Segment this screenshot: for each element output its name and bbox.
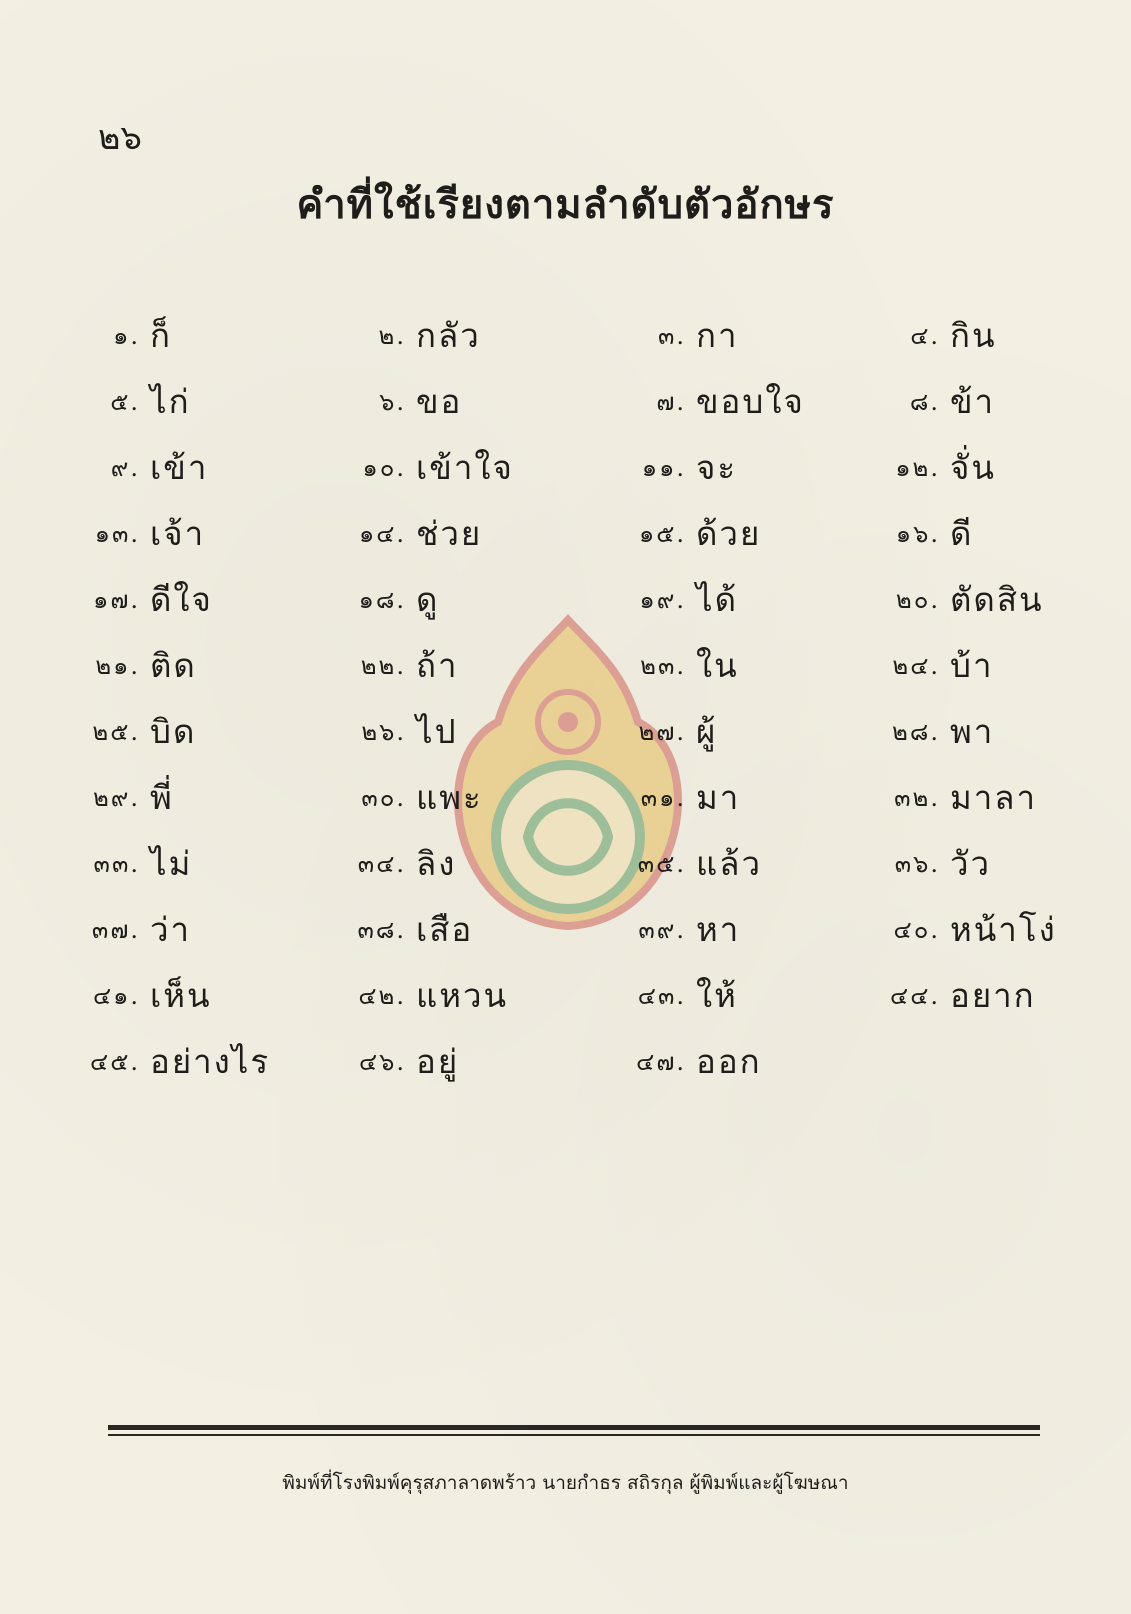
word-text: ขอบใจ [696, 381, 805, 421]
word-text: ดี [950, 513, 974, 553]
word-text: แหวน [416, 975, 509, 1015]
word-number: ๑๕. [638, 519, 686, 548]
word-number: ๒๕. [92, 717, 140, 746]
word-number: ๔. [910, 321, 940, 350]
word-entry [598, 830, 762, 896]
word-entry [852, 566, 1044, 632]
word-entry [852, 500, 973, 566]
word-text: ดีใจ [150, 579, 213, 619]
word-text: อยู่ [416, 1041, 460, 1081]
word-entry [52, 434, 208, 500]
word-entry [52, 302, 172, 368]
word-text: เข้า [150, 447, 209, 487]
word-text: แล้ว [696, 843, 763, 883]
word-text: กลัว [416, 315, 481, 355]
word-entry [598, 500, 761, 566]
word-row [0, 500, 1131, 566]
word-number: ๗. [656, 387, 686, 416]
word-entry [318, 830, 456, 896]
word-number: ๔๒. [358, 981, 406, 1010]
word-text: มาลา [950, 777, 1038, 817]
word-text: จะ [696, 447, 738, 487]
word-list [0, 302, 1131, 1094]
word-entry [52, 500, 205, 566]
word-text: พี่ [150, 777, 174, 817]
word-number: ๑๔. [358, 519, 406, 548]
word-number: ๒๑. [95, 651, 140, 680]
word-number: ๒๓. [640, 651, 686, 680]
word-text: ให้ [696, 975, 738, 1015]
word-number: ๔๐. [893, 915, 940, 944]
word-text: บ้า [950, 645, 994, 685]
word-number: ๖. [379, 387, 406, 416]
word-entry [52, 698, 196, 764]
word-text: จั่น [950, 447, 996, 487]
word-text: ออก [696, 1041, 762, 1081]
word-text: ไก่ [150, 381, 191, 421]
word-text: หน้าโง่ [950, 909, 1057, 949]
word-number: ๘. [909, 387, 940, 416]
word-entry [598, 302, 739, 368]
word-text: พา [950, 711, 995, 751]
word-number: ๑๒. [895, 453, 940, 482]
word-entry [598, 1028, 762, 1094]
word-entry [52, 632, 197, 698]
word-text: ตัดสิน [950, 579, 1044, 619]
word-entry [598, 566, 738, 632]
word-entry [598, 632, 739, 698]
word-number: ๔๔. [890, 981, 940, 1010]
word-row [0, 302, 1131, 368]
word-number: ๑๗. [93, 585, 140, 614]
word-text: ใน [696, 645, 739, 685]
word-text: เจ้า [150, 513, 206, 553]
word-entry [52, 896, 191, 962]
word-entry [852, 434, 996, 500]
word-text: เห็น [150, 975, 212, 1015]
footer-rule [108, 1425, 1040, 1430]
word-entry [52, 764, 174, 830]
word-entry [852, 632, 993, 698]
word-text: เสือ [416, 909, 474, 949]
word-text: แพะ [416, 777, 483, 817]
word-number: ๒๙. [92, 783, 140, 812]
word-text: ถ้า [416, 645, 459, 685]
word-row [0, 896, 1131, 962]
word-number: ๔๓. [637, 981, 686, 1010]
word-number: ๕. [110, 387, 140, 416]
word-text: บิด [150, 711, 197, 751]
word-entry [598, 896, 740, 962]
printer-footer: พิมพ์ที่โรงพิมพ์คุรุสภาลาดพร้าว นายกำธร สถิรกุล ผู้พิมพ์และผู้โฆษณา [282, 1472, 849, 1494]
word-number: ๓๘. [357, 915, 406, 944]
word-number: ๑๐. [362, 453, 406, 482]
word-entry [52, 368, 191, 434]
word-number: ๑๓. [94, 519, 140, 548]
word-number: ๒๔. [892, 651, 940, 680]
word-text: กา [696, 315, 739, 355]
word-text: ด้วย [696, 513, 762, 553]
word-number: ๔๑. [92, 981, 140, 1010]
word-entry [318, 698, 458, 764]
page-number: ๒๖ [98, 118, 142, 158]
word-number: ๓๑. [640, 783, 686, 812]
word-text: ไป [416, 711, 458, 751]
word-number: ๓๕. [637, 849, 686, 878]
word-text: อย่างไร [150, 1041, 271, 1081]
word-entry [318, 434, 514, 500]
word-number: ๔๖. [358, 1047, 406, 1076]
word-text: ดู [416, 579, 440, 619]
word-text: อยาก [950, 975, 1036, 1015]
word-number: ๓๙. [638, 915, 686, 944]
word-number: ๑๙. [639, 585, 686, 614]
word-row [0, 566, 1131, 632]
word-entry [52, 1028, 270, 1094]
footer-rule-thin [108, 1434, 1040, 1436]
word-entry [852, 698, 994, 764]
word-entry [318, 764, 483, 830]
word-text: ผู้ [696, 711, 718, 751]
word-number: ๙. [110, 453, 140, 482]
word-entry [852, 830, 991, 896]
word-entry [598, 368, 805, 434]
word-entry [318, 566, 439, 632]
word-entry [598, 698, 717, 764]
word-entry [318, 302, 481, 368]
word-entry [852, 764, 1037, 830]
word-text: ได้ [696, 579, 739, 619]
word-number: ๓๓. [93, 849, 140, 878]
word-text: วัว [950, 843, 992, 883]
word-row [0, 434, 1131, 500]
word-text: ข้า [950, 381, 996, 421]
word-number: ๒๖. [361, 717, 406, 746]
word-number: ๓๐. [361, 783, 406, 812]
word-number: ๓๗. [91, 915, 140, 944]
word-text: เข้าใจ [416, 447, 514, 487]
word-row [0, 830, 1131, 896]
word-row [0, 368, 1131, 434]
word-text: ช่วย [416, 513, 483, 553]
word-number: ๑๘. [358, 585, 406, 614]
word-number: ๑. [113, 321, 140, 350]
word-number: ๓. [657, 321, 686, 350]
word-entry [852, 302, 997, 368]
word-entry [52, 566, 213, 632]
word-number: ๔๗. [636, 1047, 686, 1076]
word-text: ขอ [416, 381, 463, 421]
word-entry [318, 1028, 459, 1094]
word-entry [852, 962, 1036, 1028]
word-text: ลิง [416, 843, 457, 883]
word-entry [318, 368, 462, 434]
word-number: ๔๕. [90, 1047, 140, 1076]
word-entry [318, 962, 508, 1028]
word-row [0, 632, 1131, 698]
word-text: หา [696, 909, 741, 949]
word-row [0, 1028, 1131, 1094]
word-number: ๑๖. [895, 519, 940, 548]
word-entry [52, 962, 212, 1028]
word-text: ว่า [150, 909, 192, 949]
word-text: กิน [950, 315, 997, 355]
page-title: คำที่ใช้เรียงตามลำดับตัวอักษร [296, 181, 835, 228]
word-entry [598, 434, 737, 500]
word-entry [52, 830, 192, 896]
word-number: ๑๑. [641, 453, 686, 482]
word-entry [318, 632, 459, 698]
word-entry [318, 500, 482, 566]
word-number: ๒๗. [638, 717, 686, 746]
word-entry [852, 368, 995, 434]
word-row [0, 764, 1131, 830]
word-number: ๓๔. [357, 849, 406, 878]
word-text: มา [696, 777, 741, 817]
word-number: ๒๐. [895, 585, 940, 614]
word-entry [318, 896, 473, 962]
word-number: ๒๒. [360, 651, 406, 680]
word-entry [852, 896, 1057, 962]
word-number: ๒๘. [892, 717, 940, 746]
word-number: ๒. [378, 321, 406, 350]
word-entry [598, 764, 740, 830]
word-row [0, 962, 1131, 1028]
word-entry [598, 962, 738, 1028]
word-text: ก็ [150, 315, 172, 355]
word-text: ไม่ [150, 843, 193, 883]
word-row [0, 698, 1131, 764]
word-number: ๓๒. [894, 783, 940, 812]
word-number: ๓๖. [894, 849, 940, 878]
word-text: ติด [150, 645, 197, 685]
